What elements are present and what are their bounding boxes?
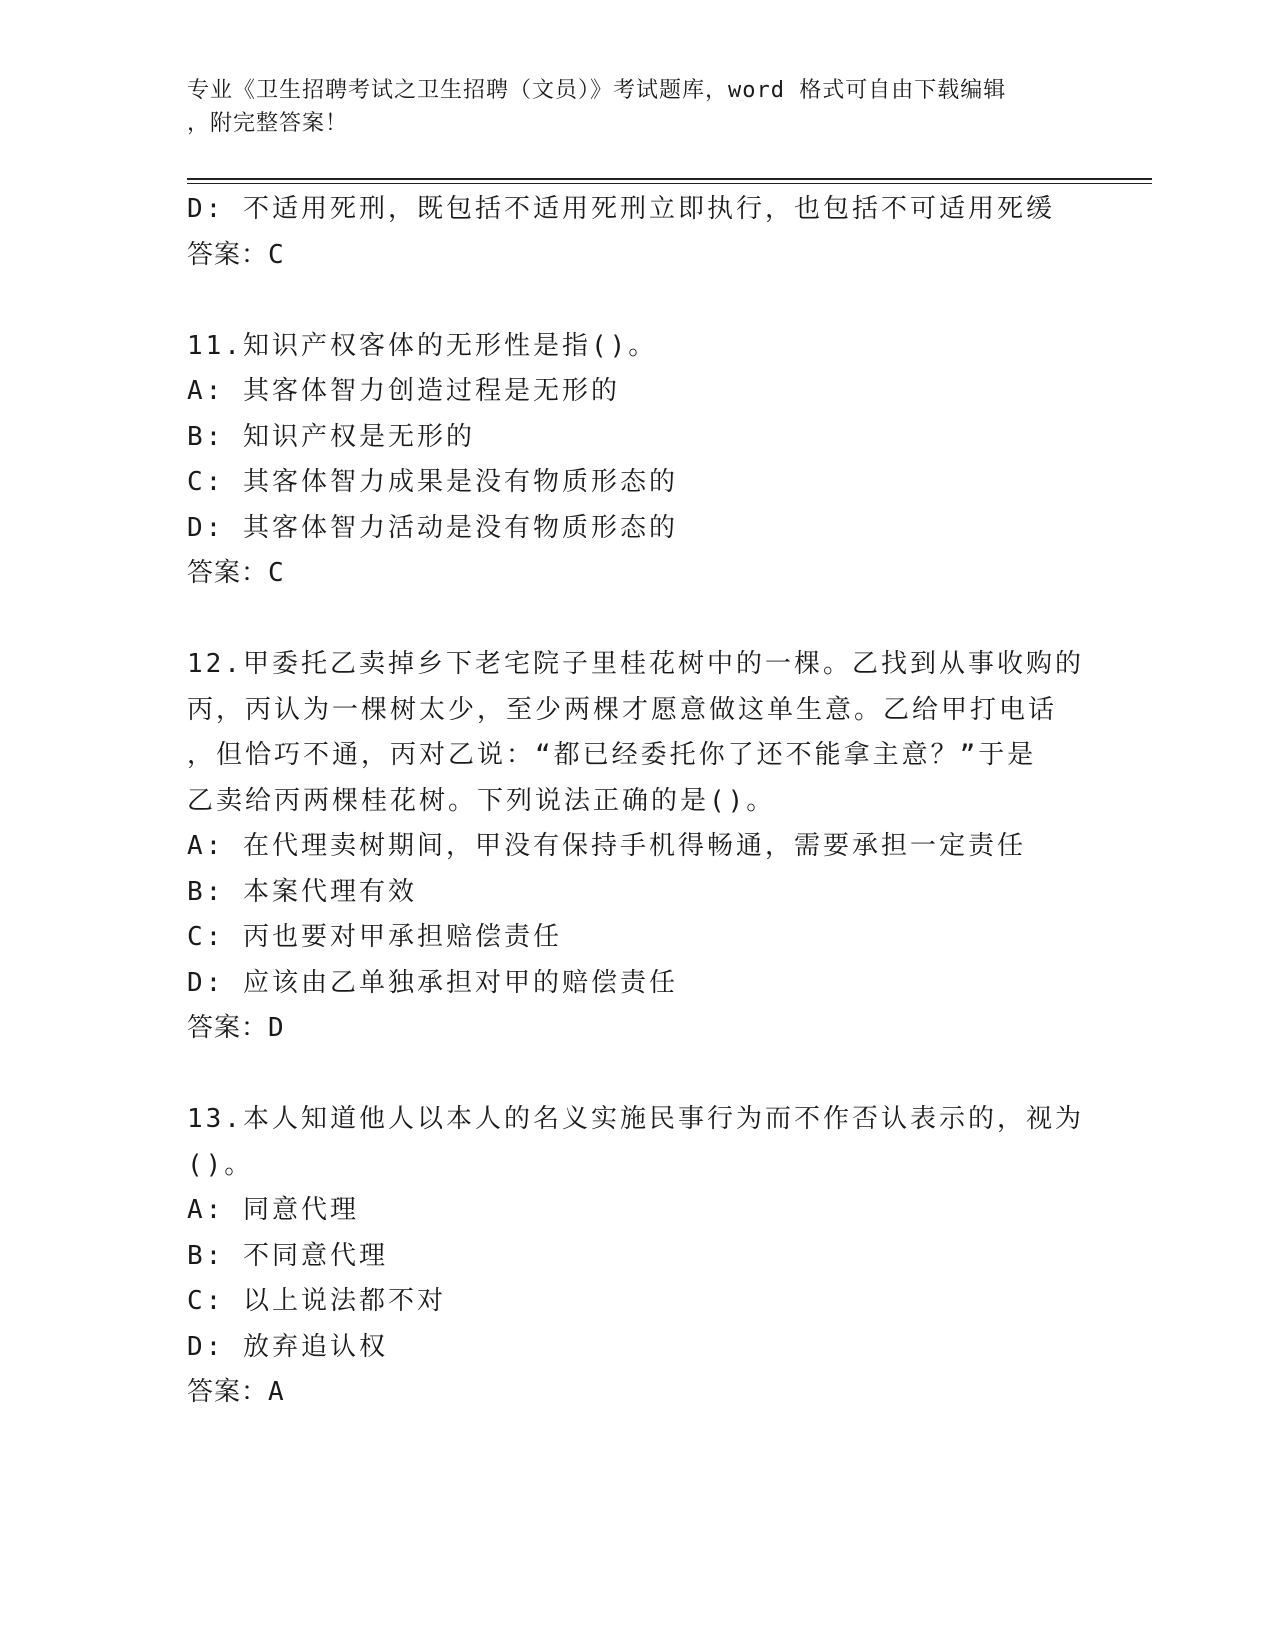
- option-c: C: 以上说法都不对: [187, 1286, 446, 1316]
- option-a: A: 其客体智力创造过程是无形的: [187, 376, 620, 406]
- option-a: A: 同意代理: [187, 1195, 359, 1225]
- option-c: C: 其客体智力成果是没有物质形态的: [187, 467, 678, 497]
- option-d: D: 其客体智力活动是没有物质形态的: [187, 512, 678, 543]
- previous-question-tail: [187, 187, 1087, 278]
- answer-label: 答案：: [187, 1013, 269, 1043]
- option-d: D: 放弃追认权: [187, 1331, 388, 1362]
- question-stem-line: 乙卖给丙两棵桂花树。下列说法正确的是()。: [187, 785, 776, 816]
- spacer: [187, 278, 1087, 324]
- answer-value: C: [268, 558, 285, 588]
- answer-value: C: [268, 239, 285, 270]
- answer-line: [187, 551, 1087, 597]
- answer-line: [187, 1370, 1087, 1416]
- answer-label: 答案：: [187, 1377, 269, 1407]
- option-b: B: 不同意代理: [187, 1240, 388, 1271]
- document-header: [187, 74, 1087, 140]
- question-stem-line: 12.甲委托乙卖掉乡下老宅院子里桂花树中的一棵。乙找到从事收购的: [187, 649, 1084, 679]
- option-b: B: 本案代理有效: [187, 876, 417, 907]
- spacer: [187, 1052, 1087, 1098]
- question-stem-line: ()。: [187, 1149, 254, 1180]
- question-stem-line: 13.本人知道他人以本人的名义实施民事行为而不作否认表示的，视为: [187, 1104, 1084, 1134]
- answer-line: [187, 1006, 1087, 1052]
- question-content: [187, 187, 1087, 1416]
- option-d: D: 应该由乙单独承担对甲的赔偿责任: [187, 967, 678, 998]
- answer-value: A: [268, 1377, 285, 1407]
- option-a: A: 在代理卖树期间，甲没有保持手机得畅通，需要承担一定责任: [187, 831, 1026, 861]
- header-divider-thin: [187, 183, 1152, 184]
- question-11: [187, 324, 1087, 597]
- header-line-1: 专业《卫生招聘考试之卫生招聘（文员）》考试题库，word 格式可自由下载编辑: [187, 78, 1007, 103]
- answer-value: D: [268, 1013, 285, 1043]
- option-d: D: 不适用死刑，既包括不适用死刑立即执行，也包括不可适用死缓: [187, 194, 1055, 224]
- question-13: [187, 1097, 1087, 1416]
- question-12: [187, 642, 1087, 1052]
- answer-label: 答案：: [187, 239, 269, 270]
- answer-label: 答案：: [187, 558, 269, 588]
- option-c: C: 丙也要对甲承担赔偿责任: [187, 922, 562, 952]
- spacer: [187, 597, 1087, 643]
- header-divider-thick: [187, 178, 1152, 180]
- question-stem-line: ，但恰巧不通，丙对乙说：“都已经委托你了还不能拿主意？”于是: [187, 740, 1037, 770]
- question-stem-line: 丙，丙认为一棵树太少，至少两棵才愿意做这单生意。乙给甲打电话: [187, 694, 1058, 725]
- answer-line: [187, 233, 1087, 279]
- option-b: B: 知识产权是无形的: [187, 421, 475, 452]
- question-stem: 11.知识产权客体的无形性是指()。: [187, 330, 658, 361]
- header-line-2: ，附完整答案！: [187, 111, 349, 136]
